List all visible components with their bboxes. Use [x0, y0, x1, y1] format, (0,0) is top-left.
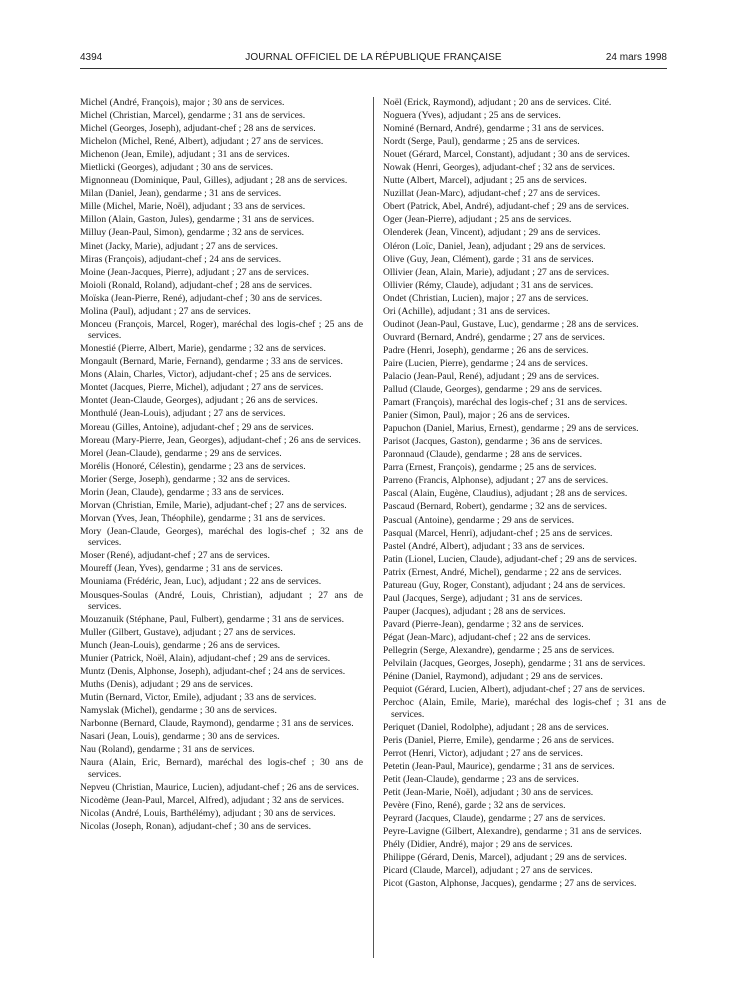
- list-item: Philippe (Gérard, Denis, Marcel), adjudant ; 29 ans de services.: [383, 852, 627, 864]
- right-column: [383, 97, 666, 891]
- list-item: Monestié (Pierre, Albert, Marie), gendarme ; 32 ans de services.: [80, 343, 326, 355]
- list-item: Moïska (Jean-Pierre, René), adjudant-chef ; 30 ans de services.: [80, 292, 323, 304]
- list-item: Ollivier (Jean, Alain, Marie), adjudant ; 27 ans de services.: [383, 266, 610, 278]
- list-item: Muths (Denis), adjudant ; 29 ans de services.: [80, 679, 253, 691]
- list-item: Noël (Erick, Raymond), adjudant ; 20 ans de services. Cité.: [383, 97, 612, 108]
- list-item: Panier (Simon, Paul), major ; 26 ans de services.: [383, 410, 570, 422]
- list-item: Periquet (Daniel, Rodolphe), adjudant ; 28 ans de services.: [383, 721, 609, 733]
- list-item: Moreau (Gilles, Antoine), adjudant-chef ; 29 ans de services.: [80, 421, 314, 433]
- list-item: Molina (Paul), adjudant ; 27 ans de services.: [80, 305, 251, 317]
- list-item: Nicolas (André, Louis, Barthélémy), adjudant ; 30 ans de services.: [80, 808, 336, 820]
- list-item: Mons (Alain, Charles, Victor), adjudant-chef ; 25 ans de services.: [80, 369, 332, 381]
- list-item: Nominé (Bernard, André), gendarme ; 31 ans de services.: [383, 123, 604, 135]
- list-item: Milluy (Jean-Paul, Simon), gendarme ; 32 ans de services.: [80, 227, 305, 239]
- list-item: Oger (Jean-Pierre), adjudant ; 25 ans de services.: [383, 214, 572, 226]
- list-item: Peyrard (Jacques, Claude), gendarme ; 27 ans de services.: [383, 812, 606, 824]
- list-item: Pellegrin (Serge, Alexandre), gendarme ; 25 ans de services.: [383, 644, 615, 656]
- list-item: Michel (Christian, Marcel), gendarme ; 31 ans de services.: [80, 110, 306, 122]
- list-item: Phély (Didier, André), major ; 29 ans de services.: [383, 839, 573, 851]
- list-item: Olive (Guy, Jean, Clément), garde ; 31 ans de services.: [383, 253, 594, 265]
- list-item: Pavard (Pierre-Jean), gendarme ; 32 ans de services.: [383, 618, 584, 630]
- list-item: Mory (Jean-Claude, Georges), maréchal des logis-chef ; 32 ans de services.: [80, 525, 363, 549]
- list-item: Paronnaud (Claude), gendarme ; 28 ans de services.: [383, 449, 583, 461]
- list-item: Morvan (Christian, Emile, Marie), adjudant-chef ; 27 ans de services.: [80, 499, 347, 511]
- list-item: Petit (Jean-Marie, Noël), adjudant ; 30 ans de services.: [383, 786, 594, 798]
- list-item: Peyre-Lavigne (Gilbert, Alexandre), gendarme ; 31 ans de services.: [383, 825, 642, 837]
- list-item: Patureau (Guy, Roger, Constant), adjudant ; 24 ans de services.: [383, 579, 626, 591]
- list-item: Morvan (Yves, Jean, Théophile), gendarme ; 31 ans de services.: [80, 512, 326, 524]
- list-item: Moser (René), adjudant-chef ; 27 ans de services.: [80, 550, 270, 562]
- list-item: Muntz (Denis, Alphonse, Joseph), adjudant-chef ; 24 ans de services.: [80, 666, 346, 678]
- list-item: Monthulé (Jean-Louis), adjudant ; 27 ans de services.: [80, 408, 286, 420]
- list-item: Monceu (François, Marcel, Roger), maréchal des logis-chef ; 25 ans de services.: [80, 318, 363, 342]
- list-item: Petetin (Jean-Paul, Maurice), gendarme ; 31 ans de services.: [383, 760, 615, 772]
- list-item: Munier (Patrick, Noël, Alain), adjudant-chef ; 29 ans de services.: [80, 653, 331, 665]
- column-divider: [373, 97, 374, 958]
- list-item: Perchoc (Alain, Emile, Marie), maréchal des logis-chef ; 31 ans de services.: [383, 697, 666, 720]
- list-item: Pelvilain (Jacques, Georges, Joseph), gendarme ; 31 ans de services.: [383, 658, 646, 670]
- list-item: Nordt (Serge, Paul), gendarme ; 25 ans de services.: [383, 136, 580, 148]
- list-item: Moine (Jean-Jacques, Pierre), adjudant ; 27 ans de services.: [80, 266, 309, 278]
- list-item: Padre (Henri, Joseph), gendarme ; 26 ans de services.: [383, 344, 589, 356]
- list-item: Parisot (Jacques, Gaston), gendarme ; 36 ans de services.: [383, 436, 603, 448]
- list-item: Ouvrard (Bernard, André), gendarme ; 27 ans de services.: [383, 331, 605, 343]
- list-item: Naura (Alain, Eric, Bernard), maréchal des logis-chef ; 30 ans de services.: [80, 757, 363, 780]
- list-item: Pascaud (Bernard, Robert), gendarme ; 32 ans de services.: [383, 501, 608, 513]
- list-item: Nepveu (Christian, Maurice, Lucien), adjudant-chef ; 26 ans de services.: [80, 781, 359, 793]
- list-item: Morin (Jean, Claude), gendarme ; 33 ans de services.: [80, 486, 284, 498]
- list-item: Narbonne (Bernard, Claude, Raymond), gendarme ; 31 ans de services.: [80, 718, 354, 730]
- left-column: [80, 97, 363, 834]
- list-item: Paire (Lucien, Pierre), gendarme ; 24 ans de services.: [383, 357, 588, 369]
- list-item: Mousques-Soulas (André, Louis, Christian), adjudant ; 27 ans de services.: [80, 589, 363, 612]
- list-item: Pénine (Daniel, Raymond), adjudant ; 29 ans de services.: [383, 671, 603, 683]
- list-item: Ondet (Christian, Lucien), major ; 27 ans de services.: [383, 292, 589, 304]
- list-item: Mouzanuik (Stéphane, Paul, Fulbert), gendarme ; 31 ans de services.: [80, 613, 345, 625]
- list-item: Minet (Jacky, Marie), adjudant ; 27 ans de services.: [80, 240, 278, 252]
- list-item: Obert (Patrick, Abel, André), adjudant-chef ; 29 ans de services.: [383, 201, 629, 213]
- header-rule: [80, 68, 667, 69]
- list-item: Michel (André, François), major ; 30 ans de services.: [80, 97, 285, 108]
- list-item: Nutte (Albert, Marcel), adjudant ; 25 ans de services.: [383, 175, 587, 187]
- list-item: Michenon (Jean, Emile), adjudant ; 31 ans de services.: [80, 149, 290, 161]
- list-item: Pascal (Alain, Eugène, Claudius), adjudant ; 28 ans de services.: [383, 488, 628, 500]
- list-item: Petit (Jean-Claude), gendarme ; 23 ans de services.: [383, 773, 579, 785]
- list-item: Noguera (Yves), adjudant ; 25 ans de services.: [383, 110, 561, 122]
- list-item: Morel (Jean-Claude), gendarme ; 29 ans de services.: [80, 447, 282, 459]
- list-item: Pallud (Claude, Georges), gendarme ; 29 ans de services.: [383, 384, 603, 396]
- list-item: Pégat (Jean-Marc), adjudant-chef ; 22 ans de services.: [383, 631, 591, 643]
- list-item: Parra (Ernest, François), gendarme ; 25 ans de services.: [383, 462, 597, 474]
- list-item: Picot (Gaston, Alphonse, Jacques), gendarme ; 27 ans de services.: [383, 878, 637, 890]
- list-item: Nicolas (Joseph, Ronan), adjudant-chef ; 30 ans de services.: [80, 821, 311, 833]
- list-item: Paul (Jacques, Serge), adjudant ; 31 ans de services.: [383, 592, 583, 604]
- list-item: Parreno (Francis, Alphonse), adjudant ; 27 ans de services.: [383, 475, 609, 487]
- list-item: Olenderek (Jean, Vincent), adjudant ; 29 ans de services.: [383, 227, 601, 239]
- list-item: Morier (Serge, Joseph), gendarme ; 32 ans de services.: [80, 473, 291, 485]
- list-item: Moioli (Ronald, Roland), adjudant-chef ; 28 ans de services.: [80, 279, 313, 291]
- list-item: Pauper (Jacques), adjudant ; 28 ans de services.: [383, 605, 566, 617]
- list-item: Papuchon (Daniel, Marius, Ernest), gendarme ; 29 ans de services.: [383, 423, 639, 435]
- journal-title: JOURNAL OFFICIEL DE LA RÉPUBLIQUE FRANÇAISE: [245, 52, 502, 63]
- list-item: Pasqual (Marcel, Henri), adjudant-chef ; 25 ans de services.: [383, 527, 613, 539]
- list-item: Namyslak (Michel), gendarme ; 30 ans de services.: [80, 705, 277, 717]
- publication-date: 24 mars 1998: [605, 52, 667, 63]
- list-item: Nowak (Henri, Georges), adjudant-chef ; 32 ans de services.: [383, 162, 615, 174]
- list-item: Mietlicki (Georges), adjudant ; 30 ans de services.: [80, 162, 273, 174]
- list-item: Nicodème (Jean-Paul, Marcel, Alfred), adjudant ; 32 ans de services.: [80, 794, 345, 806]
- list-item: Miras (François), adjudant-chef ; 24 ans de services.: [80, 253, 282, 265]
- list-item: Millon (Alain, Gaston, Jules), gendarme ; 31 ans de services.: [80, 214, 315, 226]
- list-item: Muller (Gilbert, Gustave), adjudant ; 27 ans de services.: [80, 627, 296, 638]
- list-item: Montet (Jean-Claude, Georges), adjudant ; 26 ans de services.: [80, 395, 318, 407]
- list-item: Nouet (Gérard, Marcel, Constant), adjudant ; 30 ans de services.: [383, 149, 630, 161]
- list-item: Montet (Jacques, Pierre, Michel), adjudant ; 27 ans de services.: [80, 382, 324, 394]
- list-item: Mouniama (Frédéric, Jean, Luc), adjudant ; 22 ans de services.: [80, 576, 322, 588]
- page-number: 4394: [80, 52, 103, 63]
- list-item: Mignonneau (Dominique, Paul, Gilles), adjudant ; 28 ans de services.: [80, 175, 348, 187]
- list-item: Palacio (Jean-Paul, René), adjudant ; 29 ans de services.: [383, 370, 600, 382]
- list-item: Moureff (Jean, Yves), gendarme ; 31 ans de services.: [80, 563, 283, 575]
- list-item: Pascual (Antoine), gendarme ; 29 ans de services.: [383, 514, 575, 526]
- list-item: Nuzillat (Jean-Marc), adjudant-chef ; 27 ans de services.: [383, 188, 601, 200]
- list-item: Michel (Georges, Joseph), adjudant-chef ; 28 ans de services.: [80, 123, 316, 135]
- list-item: Pamart (François), maréchal des logis-chef ; 31 ans de services.: [383, 397, 628, 409]
- list-item: Nasari (Jean, Louis), gendarme ; 30 ans de services.: [80, 731, 280, 743]
- list-item: Oudinot (Jean-Paul, Gustave, Luc), gendarme ; 28 ans de services.: [383, 318, 639, 330]
- list-item: Pequiot (Gérard, Lucien, Albert), adjudant-chef ; 27 ans de services.: [383, 684, 645, 696]
- list-item: Mille (Michel, Marie, Noël), adjudant ; 33 ans de services.: [80, 201, 306, 213]
- list-item: Nau (Roland), gendarme ; 31 ans de services.: [80, 744, 255, 756]
- list-item: Picard (Claude, Marcel), adjudant ; 27 ans de services.: [383, 865, 593, 877]
- list-item: Mongault (Bernard, Marie, Fernand), gendarme ; 33 ans de services.: [80, 356, 343, 368]
- list-item: Mutin (Bernard, Victor, Emile), adjudant ; 33 ans de services.: [80, 692, 317, 704]
- list-item: Peris (Daniel, Pierre, Emile), gendarme ; 26 ans de services.: [383, 734, 614, 746]
- list-item: Moreau (Mary-Pierre, Jean, Georges), adjudant-chef ; 26 ans de services.: [80, 434, 361, 446]
- list-item: Patin (Lionel, Lucien, Claude), adjudant-chef ; 29 ans de services.: [383, 553, 637, 565]
- list-item: Ollivier (Rémy, Claude), adjudant ; 31 ans de services.: [383, 279, 594, 291]
- list-item: Munch (Jean-Louis), gendarme ; 26 ans de services.: [80, 640, 281, 652]
- list-item: Oléron (Loïc, Daniel, Jean), adjudant ; 29 ans de services.: [383, 240, 606, 252]
- list-item: Patrix (Ernest, André, Michel), gendarme ; 22 ans de services.: [383, 566, 622, 578]
- list-item: Milan (Daniel, Jean), gendarme ; 31 ans de services.: [80, 188, 282, 200]
- list-item: Perrot (Henri, Victor), adjudant ; 27 ans de services.: [383, 747, 583, 759]
- list-item: Pastel (André, Albert), adjudant ; 33 ans de services.: [383, 540, 585, 552]
- page-header: [80, 50, 667, 66]
- list-item: Morélis (Honoré, Célestin), gendarme ; 23 ans de services.: [80, 460, 306, 472]
- list-item: Ori (Achille), adjudant ; 31 ans de services.: [383, 305, 551, 317]
- list-item: Michelon (Michel, René, Albert), adjudant ; 27 ans de services.: [80, 136, 324, 148]
- list-item: Pevère (Fino, René), garde ; 32 ans de services.: [383, 799, 566, 811]
